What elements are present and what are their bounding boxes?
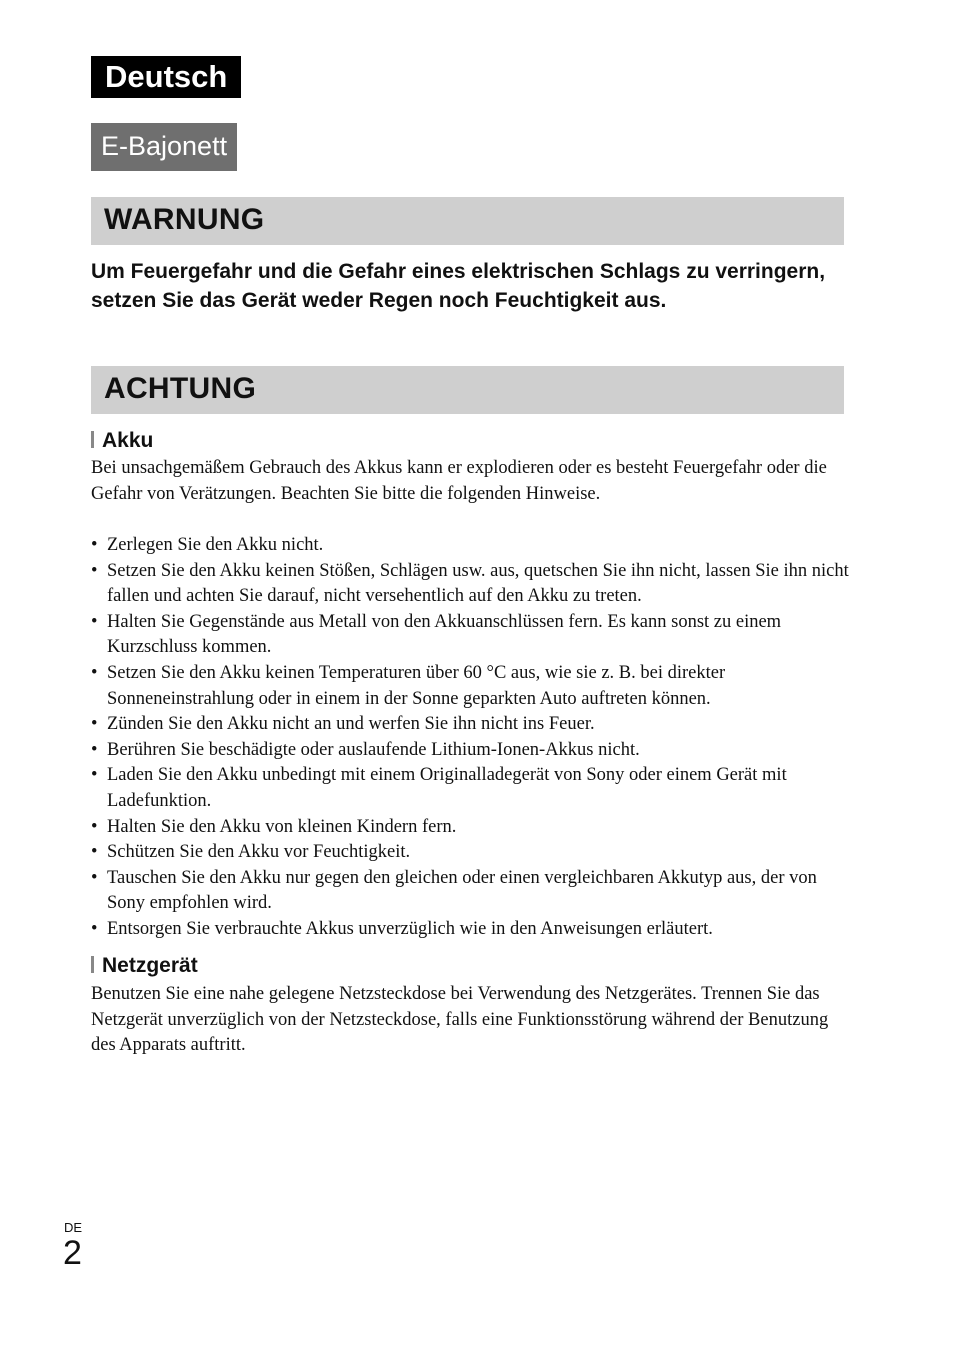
list-item: • Halten Sie den Akku von kleinen Kindern fern. [91,815,851,841]
list-item: • Zünden Sie den Akku nicht an und werfen Sie ihn nicht ins Feuer. [91,712,851,738]
bullet-icon: • [91,662,98,683]
page-number: 2 [63,1234,82,1272]
bullet-icon: • [91,535,98,555]
language-tag: Deutsch [91,56,241,98]
bullet-icon: • [91,739,98,760]
bullet-icon: • [91,560,98,581]
bullet-icon: • [91,765,98,786]
bullet-icon: • [91,611,98,632]
warning-banner [91,197,844,245]
bullet-icon: • [91,867,98,888]
subheading-bar-icon [91,431,94,448]
bullet-icon: • [91,714,98,735]
list-item: • Laden Sie den Akku unbedingt mit einem Originalladegerät von Sony oder einem Gerät mit Ladefunktion. [91,765,787,811]
list-item: • Setzen Sie den Akku keinen Temperaturen über 60 °C aus, wie sie z. B. bei direkter Sonneneinstrahlung oder in einem in der Sonne geparkten Auto auftreten können. [91,662,726,709]
subheading-bar-icon [91,956,94,973]
ac-adapter-subheading [91,953,198,979]
caution-heading: ACHTUNG [104,372,257,405]
bullet-icon: • [91,816,98,837]
list-item: • Entsorgen Sie verbrauchte Akkus unverzüglich wie in den Anweisungen erläutert. [91,917,851,943]
list-item: • Setzen Sie den Akku keinen Stößen, Schlägen usw. aus, quetschen Sie ihn nicht, lassen Sie ihn nicht fallen und achten Sie darauf, nicht versehentlich auf den Akku zu treten. [91,560,849,607]
warning-text: Um Feuergefahr und die Gefahr eines elektrischen Schlags zu verringern, setzen Sie das Gerät weder Regen noch Feuchtigkeit aus. [91,260,826,312]
battery-heading: Akku [102,429,154,452]
page-language-code: DE [64,1220,83,1235]
ac-adapter-heading: Netzgerät [102,954,198,977]
list-item: • Halten Sie Gegenstände aus Metall von den Akkuanschlüssen fern. Es kann sonst zu einem Kurzschluss kommen. [91,611,782,658]
caution-banner [91,366,844,414]
mount-tag: E-Bajonett [91,123,237,171]
warning-heading: WARNUNG [104,203,265,236]
bullet-icon: • [91,918,98,939]
battery-subheading [91,428,153,454]
bullet-icon: • [91,842,98,863]
list-item: • Tauschen Sie den Akku nur gegen den gleichen oder einen vergleichbaren Akkutyp aus, der von Sony empfohlen wird. [91,867,817,914]
list-item: • Schützen Sie den Akku vor Feuchtigkeit. [91,840,851,866]
list-item: • Berühren Sie beschädigte oder auslaufende Lithium-Ionen-Akkus nicht. [91,738,851,764]
ac-adapter-text: Benutzen Sie eine nahe gelegene Netzsteckdose bei Verwendung des Netzgerätes. Trennen Sie das Netzgerät unverzüglich von der Netzsteckdose, falls eine Funktionsstörung während der Benutzung des Apparats auftritt. [91,984,829,1056]
list-item: • Zerlegen Sie den Akku nicht. [91,533,851,559]
battery-intro: Bei unsachgemäßem Gebrauch des Akkus kann er explodieren oder es besteht Feuergefahr oder die Gefahr von Verätzungen. Beachten Sie bitte die folgenden Hinweise. [91,458,827,504]
battery-bullet-list [91,533,851,943]
